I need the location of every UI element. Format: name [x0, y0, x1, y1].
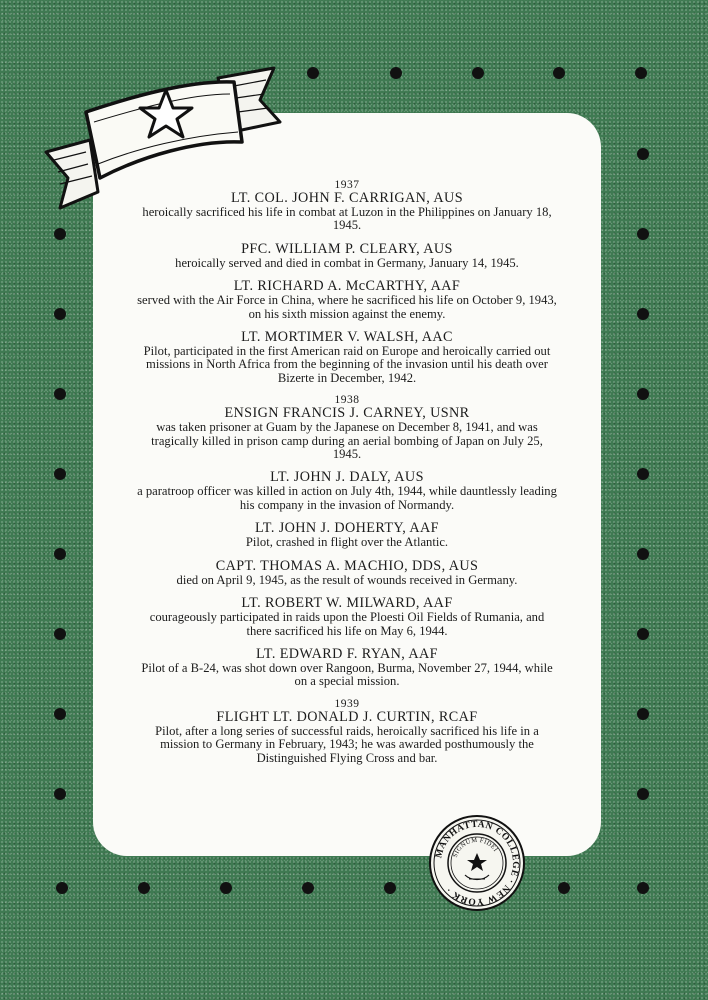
border-dot [637, 228, 649, 240]
memorial-entry [93, 242, 601, 270]
honoree-description: was taken prisoner at Guam by the Japanese on December 8, 1941, and was tragically killed in prison camp during an aerial bombing of Japan on July 25, 1945. [151, 420, 543, 462]
honoree-description: Pilot, crashed in flight over the Atlantic. [245, 535, 449, 550]
memorial-entry [93, 470, 601, 512]
border-dot [637, 468, 649, 480]
honoree-description: heroically sacrificed his life in combat at Luzon in the Philippines on January 18, 1945. [142, 205, 552, 233]
border-dot [220, 882, 232, 894]
honoree-name: LT. COL. JOHN F. CARRIGAN, AUS [231, 190, 463, 206]
border-dot [558, 882, 570, 894]
border-dot [637, 628, 649, 640]
memorial-entry [93, 521, 601, 549]
border-dot [54, 388, 66, 400]
border-dot [54, 548, 66, 560]
border-dot [54, 628, 66, 640]
memorial-entry [93, 647, 601, 689]
border-dot [637, 388, 649, 400]
memorial-entry [93, 596, 601, 638]
college-seal-icon [429, 815, 525, 911]
border-dot [553, 67, 565, 79]
honoree-description: Pilot, participated in the first American raid on Europe and heroically carried out missions in North Africa from the beginning of the invasion until his death over Bizerte in December, 1942. [143, 344, 551, 385]
border-dot [637, 148, 649, 160]
honoree-description: courageously participated in raids upon the Ploesti Oil Fields of Rumania, and there sacrificed his life on May 6, 1944. [149, 610, 545, 638]
border-dot [637, 788, 649, 800]
border-dot [54, 708, 66, 720]
honoree-name: LT. JOHN J. DOHERTY, AAF [255, 520, 439, 537]
border-dot [54, 228, 66, 240]
honoree-name: CAPT. THOMAS A. MACHIO, DDS, AUS [215, 557, 479, 574]
class-year: 1937 [334, 179, 360, 191]
border-dot [384, 882, 396, 894]
year-section-1937 [93, 179, 601, 385]
border-dot [54, 308, 66, 320]
year-section-1939 [93, 698, 601, 765]
honoree-description: served with the Air Force in China, where he sacrificed his life on October 9, 1943, on his sixth mission against the enemy. [137, 293, 557, 321]
border-dot [390, 67, 402, 79]
border-dot [138, 882, 150, 894]
border-dot [54, 468, 66, 480]
seal-inner-text: SIGNUM FIDEI [451, 836, 500, 859]
memorial-entry [93, 406, 601, 461]
honoree-name: LT. JOHN J. DALY, AUS [270, 469, 424, 486]
border-dot [307, 67, 319, 79]
honoree-description: a paratroop officer was killed in action on July 4th, 1944, while dauntlessly leading his company in the invasion of Normandy. [137, 484, 557, 512]
class-year: 1939 [334, 697, 360, 710]
memorial-list [93, 179, 601, 774]
border-dot [637, 308, 649, 320]
border-dot [637, 882, 649, 894]
honoree-name: ENSIGN FRANCIS J. CARNEY, USNR [224, 405, 470, 422]
border-dot [472, 67, 484, 79]
class-year: 1938 [334, 394, 360, 407]
honoree-name: LT. ROBERT W. MILWARD, AAF [241, 595, 453, 612]
honoree-description: died on April 9, 1945, as the result of wounds received in Germany. [176, 572, 518, 587]
memorial-entry [93, 559, 601, 587]
honoree-description: heroically served and died in combat in Germany, January 14, 1945. [175, 255, 519, 270]
memorial-entry [93, 330, 601, 385]
memorial-entry [93, 191, 601, 233]
honoree-name: LT. EDWARD F. RYAN, AAF [256, 645, 438, 662]
year-section-1938 [93, 394, 601, 688]
honoree-description: Pilot of a B-24, was shot down over Rangoon, Burma, November 27, 1944, while on a special mission. [141, 660, 553, 689]
border-dot [635, 67, 647, 79]
honoree-name: PFC. WILLIAM P. CLEARY, AUS [241, 240, 453, 257]
honoree-name: FLIGHT LT. DONALD J. CURTIN, RCAF [216, 708, 478, 725]
border-dot [637, 548, 649, 560]
seal-outer-text: MANHATTAN COLLEGE · NEW YORK · [434, 819, 521, 907]
border-dot [302, 882, 314, 894]
honoree-description: Pilot, after a long series of successful raids, heroically sacrificed his life in a mission to Germany in February, 1943; he was awarded posthumously the Distinguished Flying Cross and bar. [155, 723, 539, 765]
border-dot [56, 882, 68, 894]
border-dot [637, 708, 649, 720]
memorial-entry [93, 279, 601, 321]
memorial-entry [93, 710, 601, 765]
honoree-name: LT. MORTIMER V. WALSH, AAC [241, 329, 453, 346]
border-dot [54, 788, 66, 800]
honoree-name: LT. RICHARD A. McCARTHY, AAF [233, 278, 461, 295]
